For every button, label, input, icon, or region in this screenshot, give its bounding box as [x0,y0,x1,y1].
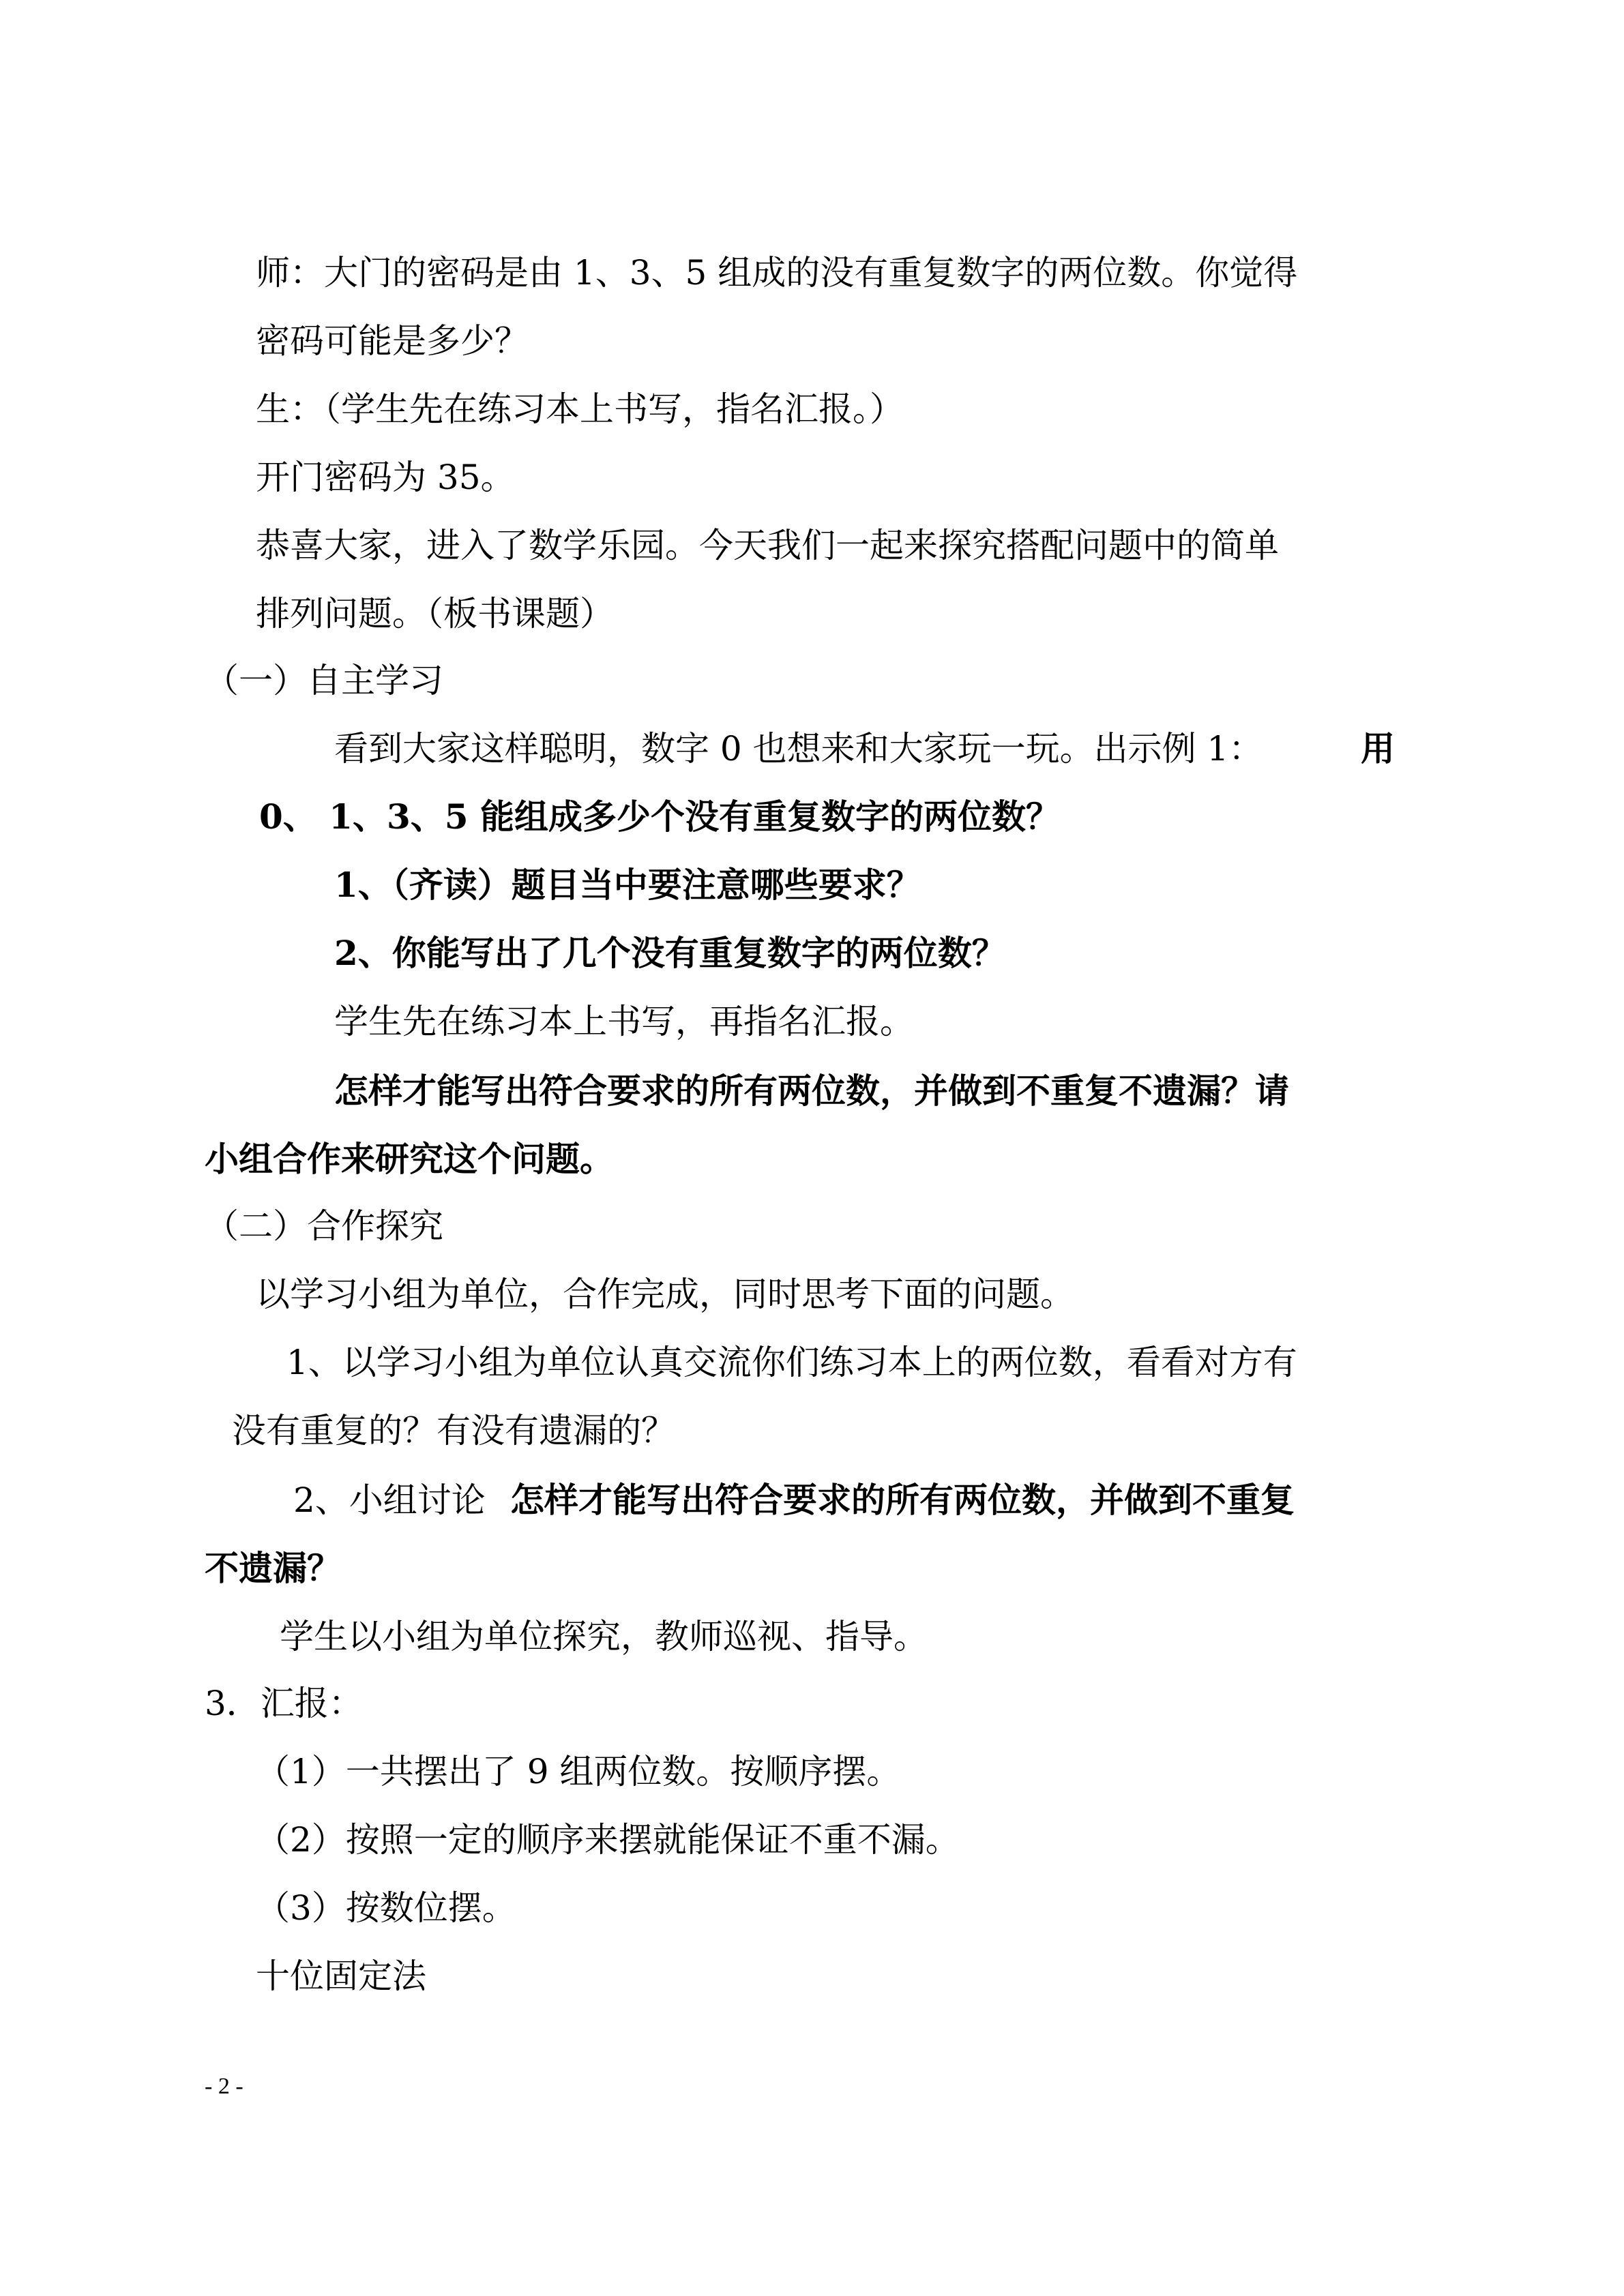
text-line: 2、小组讨论 [293,1480,486,1520]
text-line: 十位固定法 [256,1956,426,1996]
text-line: 以学习小组为单位，合作完成，同时思考下面的问题。 [256,1274,1074,1314]
text-line: 学生以小组为单位探究，教师巡视、指导。 [280,1617,928,1656]
section-heading: （二）合作探究 [205,1206,443,1246]
text-line: 密码可能是多少？ [256,321,529,361]
text-line: 1、以学习小组为单位认真交流你们练习本上的两位数，看看对方有 [286,1343,1297,1382]
text-line: 3．汇报： [205,1684,363,1723]
text-line: 师：大门的密码是由 1、3、5 组成的没有重复数字的两位数。你觉得 [256,253,1298,293]
section-heading: （一）自主学习 [205,661,443,700]
text-line: 没有重复的？有没有遗漏的？ [232,1411,675,1450]
question-line: 不遗漏？ [205,1548,341,1588]
text-line: 排列问题。（板书课题） [256,594,614,633]
text-line: 看到大家这样聪明，数字 0 也想来和大家玩一玩。出示例 1： [334,729,1263,769]
text-line: 开门密码为 35。 [256,458,515,497]
text-line: 用 [1361,728,1395,769]
text-line: （1）一共摆出了 9 组两位数。按顺序摆。 [256,1752,901,1791]
text-line: （3）按数位摆。 [256,1888,516,1928]
text-line: 学生先在练习本上书写，再指名汇报。 [334,1002,914,1041]
question-line: 怎样才能写出符合要求的所有两位数，并做到不重复 [510,1480,1295,1520]
page-number: - 2 - [205,2074,243,2099]
question-line: 小组合作来研究这个问题。 [205,1139,614,1179]
question-line: 怎样才能写出符合要求的所有两位数，并做到不重复不遗漏？请 [334,1071,1289,1111]
question-line: 2、你能写出了几个没有重复数字的两位数？ [334,933,1006,973]
text-line: （2）按照一定的顺序来摆就能保证不重不漏。 [256,1820,960,1860]
text-line: 恭喜大家，进入了数学乐园。今天我们一起来探究搭配问题中的简单 [256,526,1279,565]
text-line: 生：（学生先在练习本上书写，指名汇报。） [256,389,904,429]
question-line: 0、 1、3、5 能组成多少个没有重复数字的两位数？ [259,796,1060,837]
question-line: 1、（齐读）题目当中要注意哪些要求？ [334,865,921,905]
